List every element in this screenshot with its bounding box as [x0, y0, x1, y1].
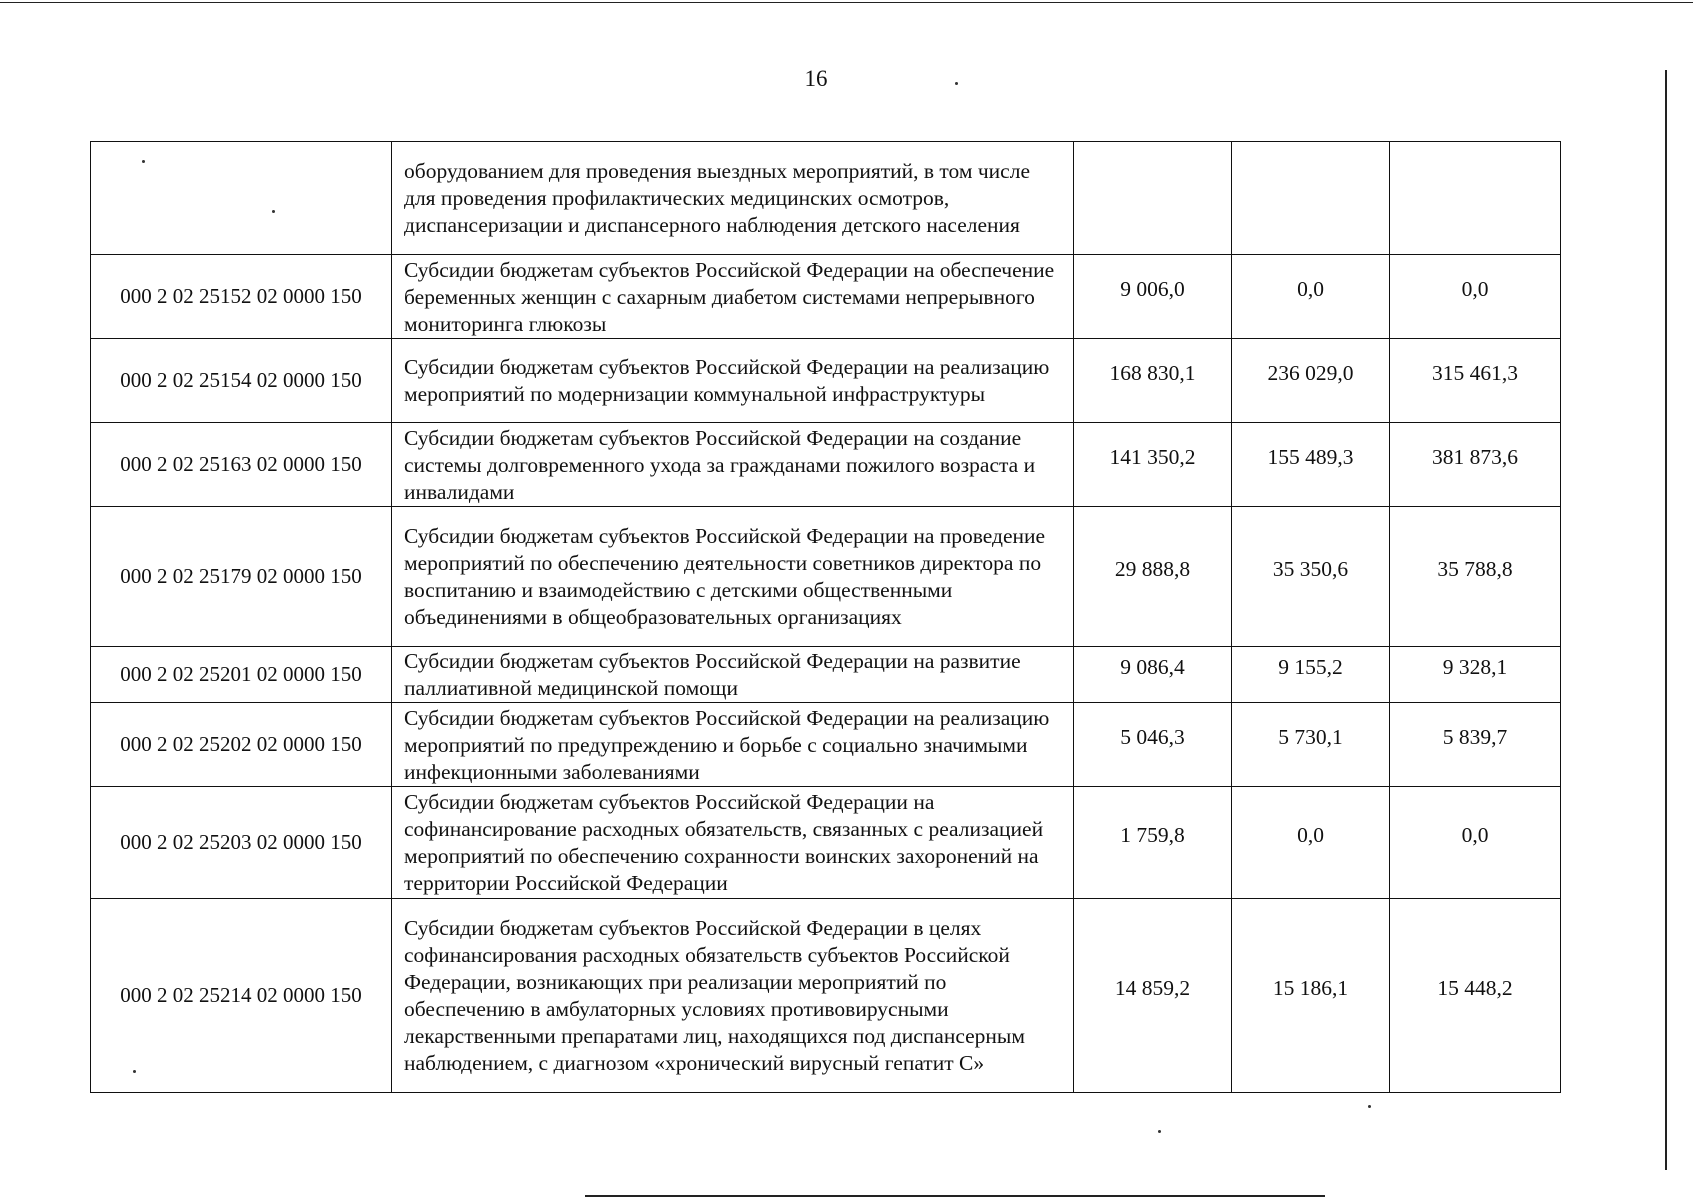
- row-name: Субсидии бюджетам субъектов Российской Федерации на софинансирование расходных обязательств, связанных с реализацией мероприятий по обеспечению сохранности воинских захоронений на территории Российской Федерации: [392, 787, 1074, 899]
- row-name: Субсидии бюджетам субъектов Российской Федерации в целях софинансирования расходных обязательств субъектов Российской Федерации, возникающих при реализации мероприятий по обеспечению в амбулаторных условиях противовирусными лекарственными препаратами лиц, находящихся под диспансерным наблюдением, с диагнозом «хронический вирусный гепатит С»: [392, 899, 1074, 1093]
- row-value-2: [1232, 142, 1390, 255]
- row-code: 000 2 02 25154 02 0000 150: [91, 339, 392, 423]
- row-value-2: 5 730,1: [1232, 703, 1390, 787]
- row-name: Субсидии бюджетам субъектов Российской Федерации на проведение мероприятий по обеспечению деятельности советников директора по воспитанию и взаимодействию с детскими общественными объединениями в общеобразовательных организациях: [392, 507, 1074, 647]
- row-value-2: 236 029,0: [1232, 339, 1390, 423]
- row-value-2: 155 489,3: [1232, 423, 1390, 507]
- row-value-1: 5 046,3: [1074, 703, 1232, 787]
- row-value-2: 15 186,1: [1232, 899, 1390, 1093]
- row-value-3: 0,0: [1390, 787, 1561, 899]
- scan-edge-line-right: [1665, 70, 1667, 1170]
- row-value-2: 9 155,2: [1232, 647, 1390, 703]
- row-name: Субсидии бюджетам субъектов Российской Федерации на реализацию мероприятий по модернизации коммунальной инфраструктуры: [392, 339, 1074, 423]
- table-row: [91, 423, 1561, 507]
- row-code: 000 2 02 25152 02 0000 150: [91, 255, 392, 339]
- table-row: [91, 142, 1561, 255]
- row-value-3: 5 839,7: [1390, 703, 1561, 787]
- row-value-3: 9 328,1: [1390, 647, 1561, 703]
- row-code: 000 2 02 25203 02 0000 150: [91, 787, 392, 899]
- row-name: Субсидии бюджетам субъектов Российской Федерации на создание системы долговременного ухода за гражданами пожилого возраста и инвалидами: [392, 423, 1074, 507]
- row-name: Субсидии бюджетам субъектов Российской Федерации на обеспечение беременных женщин с сахарным диабетом системами непрерывного мониторинга глюкозы: [392, 255, 1074, 339]
- table-row: [91, 255, 1561, 339]
- row-name: оборудованием для проведения выездных мероприятий, в том числе для проведения профилактических медицинских осмотров, диспансеризации и диспансерного наблюдения детского населения: [392, 142, 1074, 255]
- row-code: [91, 142, 392, 255]
- row-value-3: 35 788,8: [1390, 507, 1561, 647]
- row-value-3: 0,0: [1390, 255, 1561, 339]
- table-row: [91, 647, 1561, 703]
- row-value-1: 141 350,2: [1074, 423, 1232, 507]
- scan-edge-line-top: [0, 2, 1693, 3]
- row-value-3: 315 461,3: [1390, 339, 1561, 423]
- row-value-1: 168 830,1: [1074, 339, 1232, 423]
- scan-edge-line-bottom: [585, 1195, 1325, 1197]
- row-value-1: 9 086,4: [1074, 647, 1232, 703]
- row-value-1: [1074, 142, 1232, 255]
- row-code: 000 2 02 25163 02 0000 150: [91, 423, 392, 507]
- table-row: [91, 339, 1561, 423]
- row-value-2: 0,0: [1232, 255, 1390, 339]
- stray-dot: [955, 82, 958, 85]
- row-value-1: 14 859,2: [1074, 899, 1232, 1093]
- table-row: [91, 899, 1561, 1093]
- row-value-1: 9 006,0: [1074, 255, 1232, 339]
- row-value-1: 1 759,8: [1074, 787, 1232, 899]
- row-value-3: 15 448,2: [1390, 899, 1561, 1093]
- table-row: [91, 507, 1561, 647]
- row-code: 000 2 02 25202 02 0000 150: [91, 703, 392, 787]
- row-value-2: 35 350,6: [1232, 507, 1390, 647]
- row-code: 000 2 02 25214 02 0000 150: [91, 899, 392, 1093]
- row-value-2: 0,0: [1232, 787, 1390, 899]
- table-row: [91, 787, 1561, 899]
- row-name: Субсидии бюджетам субъектов Российской Федерации на развитие паллиативной медицинской помощи: [392, 647, 1074, 703]
- row-code: 000 2 02 25201 02 0000 150: [91, 647, 392, 703]
- row-value-1: 29 888,8: [1074, 507, 1232, 647]
- row-code: 000 2 02 25179 02 0000 150: [91, 507, 392, 647]
- row-value-3: [1390, 142, 1561, 255]
- row-name: Субсидии бюджетам субъектов Российской Федерации на реализацию мероприятий по предупреждению и борьбе с социально значимыми инфекционными заболеваниями: [392, 703, 1074, 787]
- stray-dot: [1158, 1130, 1161, 1133]
- page-number: 16: [804, 66, 828, 91]
- budget-table: [90, 141, 1561, 1093]
- row-value-3: 381 873,6: [1390, 423, 1561, 507]
- stray-dot: [1368, 1105, 1371, 1108]
- table-row: [91, 703, 1561, 787]
